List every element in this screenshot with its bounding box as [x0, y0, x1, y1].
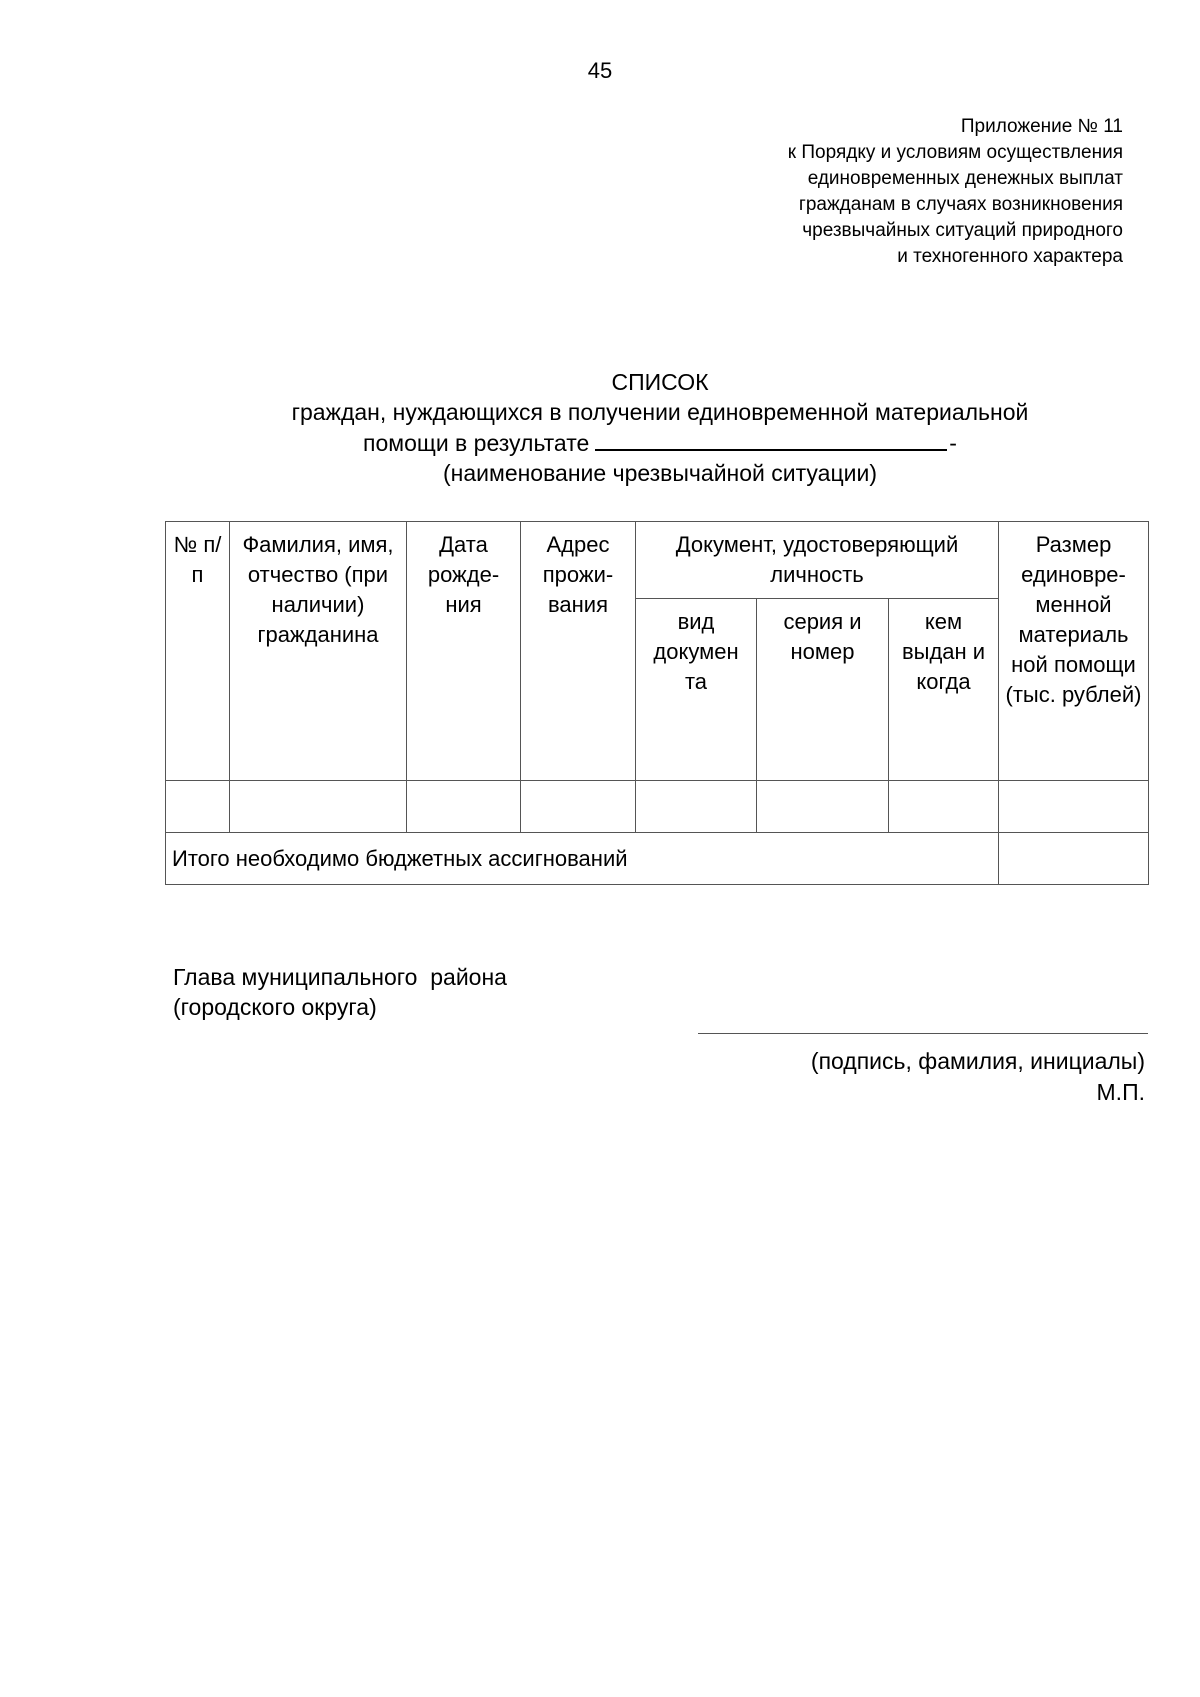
header-aid-amount: Размер единовре-менной материаль ной помощи (тыс. рублей) [999, 522, 1149, 781]
appendix-line: единовременных денежных выплат [807, 168, 1123, 189]
signature-caption-block [811, 1046, 1145, 1108]
header-number: № п/п [166, 522, 230, 781]
signatory-position-line-2: (городского округа) [173, 994, 377, 1020]
table-cell[interactable] [757, 781, 889, 833]
signatory-position [173, 962, 507, 1022]
header-identity-document: Документ, удостоверяющий личность [636, 522, 999, 599]
title-line-2-prefix: помощи в результате [363, 430, 590, 456]
title-line-1: граждан, нуждающихся в получении единовременной материальной [291, 399, 1029, 425]
table-cell[interactable] [407, 781, 521, 833]
appendix-line: гражданам в случаях возникновения [798, 194, 1123, 215]
emergency-name-blank[interactable] [595, 427, 947, 451]
stamp-label: М.П. [1096, 1079, 1145, 1105]
total-row [166, 833, 1149, 885]
title-heading: СПИСОК [611, 369, 709, 395]
subheader-issued-by: кем выдан и когда [889, 599, 999, 781]
table-cell[interactable] [521, 781, 636, 833]
table-cell[interactable] [166, 781, 230, 833]
document-title [0, 367, 1200, 488]
table-cell[interactable] [636, 781, 757, 833]
total-label: Итого необходимо бюджетных ассигнований [166, 833, 999, 885]
table-row [166, 781, 1149, 833]
total-value-cell[interactable] [999, 833, 1149, 885]
appendix-line: Приложение № 11 [960, 116, 1123, 137]
subheader-series-number: серия и номер [757, 599, 889, 781]
title-line-2 [0, 427, 1200, 458]
table-cell[interactable] [889, 781, 999, 833]
title-line-3: (наименование чрезвычайной ситуации) [443, 460, 877, 486]
header-full-name: Фамилия, имя, отчество (при наличии) гражданина [230, 522, 407, 781]
signatory-position-line-1: Глава муниципального района [173, 964, 507, 990]
signature-caption: (подпись, фамилия, инициалы) [810, 1048, 1145, 1074]
appendix-note [788, 114, 1123, 270]
table-cell[interactable] [230, 781, 407, 833]
signature-line[interactable] [698, 1033, 1148, 1034]
appendix-line: и техногенного характера [897, 246, 1123, 267]
table-header-row [166, 522, 1149, 599]
header-address: Адрес прожи-вания [521, 522, 636, 781]
citizens-table [165, 521, 1149, 885]
title-line-2-suffix: - [949, 430, 957, 456]
appendix-line: к Порядку и условиям осуществления [787, 142, 1123, 163]
page-number: 45 [587, 58, 613, 83]
appendix-line: чрезвычайных ситуаций природного [802, 220, 1123, 241]
header-birth-date: Дата рожде-ния [407, 522, 521, 781]
table-cell[interactable] [999, 781, 1149, 833]
subheader-document-type: вид докумен та [636, 599, 757, 781]
